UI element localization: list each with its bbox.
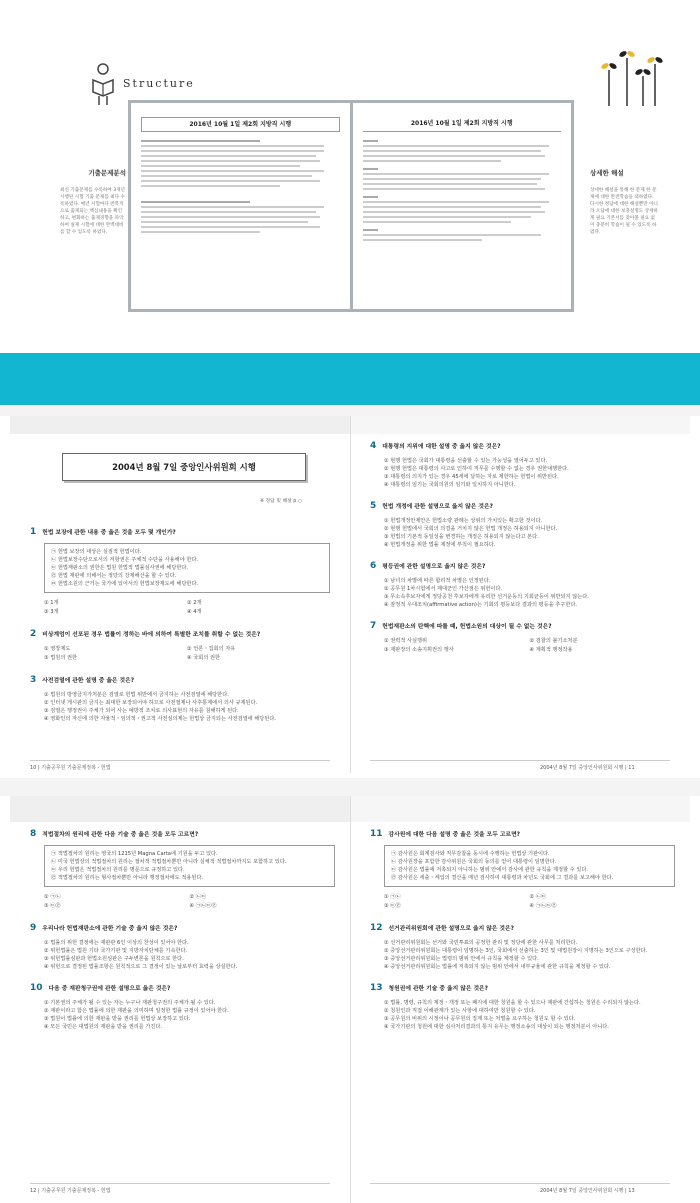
page12-footer: 12 | 기출공무원 기출문제정복 - 헌법 — [30, 1188, 111, 1194]
preview-spread — [128, 100, 574, 312]
choice[interactable]: ② 인터넷 게시판의 금지는 최대한 보장되어야 하므로 사전절제나 사후통제에서 의사 규제된다. — [44, 700, 258, 706]
choice[interactable]: ② 재판이라고 함은 법률에 의한 재판을 의미하며 일정한 법률 규정이 있어야 한다. — [44, 1008, 229, 1014]
question-9: 9 우리나라 헌법재판소에 관한 기술 중 옳지 않은 것은? — [30, 923, 178, 933]
sprout-decoration-icon — [597, 40, 667, 110]
question-3: 3 사전검열에 관한 설명 중 옳은 것은? — [30, 675, 135, 685]
preview-right-page — [353, 103, 572, 309]
question-8-choices — [30, 893, 335, 911]
question-8: 8 적법절차의 원리에 관한 다음 기술 중 옳은 것을 모두 고르면? — [30, 829, 199, 839]
section-title: Structure — [123, 77, 195, 90]
exam-subtitle: ※ 정답 및 해설 p.○ — [260, 499, 303, 504]
question-1: 1 헌법 보장에 관한 내용 중 옳은 것을 모두 몇 개인가? — [30, 527, 176, 537]
choice[interactable]: ② ㉡㉢ — [529, 894, 547, 900]
preview-left-title: 2016년 10월 1일 제2회 지방직 시행 — [141, 117, 340, 132]
left-side-heading: 기출문제분석 — [88, 169, 126, 177]
right-side-heading: 상세한 해설 — [590, 169, 624, 177]
choice[interactable]: ① 남녀의 차별에 따른 합리적 차별은 인정된다. — [384, 578, 491, 584]
choice[interactable]: ① ㉠㉡ — [384, 894, 401, 900]
choice[interactable]: ④ 잠정적 우대조치(affirmative action)는 기회의 평등보다 결과의 평등을 추구한다. — [384, 602, 577, 608]
choice[interactable]: ② 중앙선거관리위원회는 대통령이 임명하는 3인, 국회에서 선출하는 3인 및 대법원장이 지명하는 3인으로 구성한다. — [384, 948, 648, 954]
question-6: 6 평등권에 관한 설명으로 옳지 않은 것은? — [370, 561, 486, 571]
question-11: 11 감사원에 대한 다음 설명 중 옳은 것을 모두 고르면? — [370, 829, 521, 839]
choice[interactable]: ③ 재판장의 소송지휘권의 행사 — [384, 647, 454, 653]
reader-illustration-icon — [88, 62, 118, 106]
left-side-note — [60, 168, 126, 236]
choice[interactable]: ③ 검열은 행정권이 주체가 되어 사는 예방적 조치로 의사표현의 자유를 침해하게 된다. — [44, 708, 239, 714]
question-4: 4 대통령의 지위에 대한 설명 중 옳지 않은 것은? — [370, 441, 501, 451]
question-11-box: ㉠ 감사원은 회계검사와 직무감찰을 동시에 수행하는 헌법상 기관이다. ㉡ 감사원장을 포함한 감사위원은 국회의 동의를 얻어 대통령이 임명한다. ㉢ 감사원은 법률에 저촉되지 아니하는 범위 안에서 감사에 관한 규칙을 제정할 수 있다. ㉣ 감사원은 세출・세입의 결산을 매년 검사하여 대통령과 차년도 국회에 그 결과를 보고해야 한다. — [384, 845, 675, 887]
choice[interactable]: ② 위헌법률은 법원 기타 국가기관 및 지방자치단체를 기속한다. — [44, 948, 188, 954]
choice[interactable]: ② 공무원 1차시험에서 제대군인 가산점은 위헌이다. — [384, 586, 503, 592]
choice[interactable]: ③ 공무원의 비위의 시정이나 공무원의 징계 또는 처벌을 요구하는 청원도 할 수 있다. — [384, 1016, 576, 1022]
choice[interactable]: ④ 국가기관의 청원에 대한 심사처리결과의 통지 유무는 행정소송의 대상이 되는 행정처분이 아니다. — [384, 1024, 609, 1030]
choice[interactable]: ③ 중앙선거관리위원회는 법령의 범위 안에서 규칙을 제정할 수 있다. — [384, 956, 539, 962]
choice[interactable]: ② ㉡㉢ — [189, 894, 207, 900]
choice[interactable]: ① 법률, 명령, 규칙의 제정・개정 또는 폐지에 대한 청원을 할 수 있으나 재판에 간섭하는 청원은 수리되지 않는다. — [384, 1000, 641, 1006]
choice[interactable]: ① 영장제도 — [44, 646, 71, 652]
choice[interactable]: ④ 영화인의 자신에 의한 자율적・임의적・권고적 사전심의제는 헌법상 금지되는 사전검열에 해당된다. — [44, 716, 276, 722]
choice[interactable]: ② 현행 헌법에서 국회의 의결을 거치지 않은 헌법 개정은 허용되지 아니한다. — [384, 526, 558, 532]
choice[interactable]: ③ 헌법의 기본적 동일성을 변경하는 개정은 허용되지 않는다고 본다. — [384, 534, 539, 540]
choice[interactable]: ③ 대통령의 의지가 있는 경우 45세에 달하는 자로 제한하는 헌법이 위반된다. — [384, 474, 559, 480]
choice[interactable]: ④ 헌법개정을 위한 법률 제정에 부칙이 필요하다. — [384, 542, 496, 548]
choice[interactable]: ② 2개 — [187, 600, 202, 606]
question-8-box: ㉠ 적법절차의 원리는 영국의 1215년 Magna Carta에 기원을 두고 있다. ㉡ 미국 헌법상의 적법절차의 원리는 절차적 적법절차뿐만 아니라 실체적 적법절차까지도 포함하고 있다. ㉢ 우리 헌법은 적법절차의 원리를 명문으로 규정하고 있다. ㉣ 적법절차의 원리는 형사절차뿐만 아니라 행정절차에도 적용된다. — [44, 845, 335, 887]
choice[interactable]: ④ 국회의 권한 — [187, 655, 221, 661]
exam-title: 2004년 8월 7일 중앙인사위원회 시행 — [62, 453, 306, 481]
question-5: 5 헌법 개정에 관한 설명으로 옳지 않은 것은? — [370, 501, 493, 511]
page12-questions — [30, 829, 335, 1031]
choice[interactable]: ③ ㉢㉣ — [384, 903, 401, 909]
choice[interactable]: ① 기본권의 주체가 될 수 있는 자는 누구나 재판청구권의 주체가 될 수 있다. — [44, 1000, 216, 1006]
choice[interactable]: ④ 위헌으로 결정된 법률조항은 원칙적으로 그 결정이 있는 날로부터 효력을 상실한다. — [44, 964, 238, 970]
preview-right-title: 2016년 10월 1일 제2회 지방직 시행 — [363, 117, 562, 132]
choice[interactable]: ③ ㉢㉣ — [44, 903, 61, 909]
choice[interactable]: ② 현행 헌법은 대통령의 사고로 인하여 직무를 수행할 수 없는 경우 권한대행한다. — [384, 466, 569, 472]
choice[interactable]: ④ 4개 — [187, 609, 202, 615]
choice[interactable]: ② 청원인과 직접 이해관계가 있는 사항에 대하여만 청원할 수 있다. — [384, 1008, 536, 1014]
question-2-choices — [30, 645, 330, 663]
page13-footer: 2004년 8월 7일 중앙인사위원회 시행 | 13 — [540, 1188, 635, 1194]
choice[interactable]: ④ 모든 국민은 대법원의 재판을 받을 권리를 가진다. — [44, 1024, 163, 1030]
choice[interactable]: ③ 법원이 법률에 의한 재판을 받을 권리를 헌법상 보장하고 있다. — [44, 1016, 191, 1022]
question-13: 13 청원권에 관한 기술 중 옳지 않은 것은? — [370, 983, 488, 993]
right-side-body: 상세한 해설을 통해 한 문제 한 문제에 대한 완전학습을 꾀하였다. 다시한 정답에 대한 해설뿐만 아니라 오답에 대한 보충설명도 상세하게 필요 기본서를 찾아볼 필요 없이 충분히 학습이 될 수 있도록 하였다. — [590, 188, 658, 235]
page11-footer: 2004년 8월 7일 중앙인사위원회 시행 | 11 — [540, 765, 635, 771]
choice[interactable]: ③ 무소속후보자에게 정당공천 후보자에게 유리한 선거운동의 기회균등이 위반되지 않는다. — [384, 594, 589, 600]
choice[interactable]: ② 검찰의 불기소처분 — [529, 638, 578, 644]
section-divider-band — [0, 353, 700, 405]
choice[interactable]: ① ㉠㉡ — [44, 894, 61, 900]
choice[interactable]: ② 언론・집회의 자유 — [187, 646, 236, 652]
page11-questions — [370, 441, 675, 655]
question-10: 10 다음 중 재판청구권에 관한 설명으로 옳은 것은? — [30, 983, 171, 993]
choice[interactable]: ④ 중앙선거관리위원회는 법률에 저촉되지 않는 범위 안에서 내부규율에 관한 규칙을 제정할 수 있다. — [384, 964, 611, 970]
choice[interactable]: ③ 3개 — [44, 609, 59, 615]
section-divider-shade — [0, 406, 700, 416]
choice[interactable]: ④ ㉠㉡㉢㉣ — [189, 903, 217, 909]
question-7-choices — [370, 637, 675, 655]
choice[interactable]: ④ 계획적 행정작용 — [529, 647, 573, 653]
question-11-choices — [370, 893, 675, 911]
question-1-box: ㉠ 헌법 보장의 대상은 실질적 헌법이다. ㉡ 헌법보장수단으로서의 저항권은 주체적 수단을 사용해야 한다. ㉢ 헌법재판소의 권한은 법원 헌법적 법률심사권에 해당한다. ㉣ 헌법 재판에 의해서는 정당의 강제해산을 할 수 있다. ㉤ 헌법소원의 근거는 국가에 있어서의 헌법보장제도에 해당한다. — [44, 543, 330, 593]
page10-footer: 10 | 기출공무원 기출문제정복 - 헌법 — [30, 765, 111, 771]
choice[interactable]: ① 법률의 위헌 결정에는 재판관 6인 이상의 찬성이 있어야 한다. — [44, 940, 189, 946]
question-7: 7 헌법재판소의 탄핵에 따를 때, 헌법소원의 대상이 될 수 없는 것은? — [370, 621, 552, 631]
left-side-body: 최신 기출문제를 수록하여 3개년 시행된 시험 기출 문제를 최다 수록하였다. 매년 시험마다 반복적으로 출제되는 핵심내용을 확인하고, 변화하는 출제경향을 파악하여 실제 시험에 대한 완벽대비를 할 수 있도록 하였다. — [60, 188, 125, 235]
choice[interactable]: ① 1개 — [44, 600, 59, 606]
choice[interactable]: ③ 위헌법률심판과 헌법소원심판은 구두변론을 원칙으로 한다. — [44, 956, 184, 962]
question-2: 2 비상계엄이 선포된 경우 법률이 정하는 바에 의하여 특별한 조치를 취할 수 없는 것은? — [30, 629, 261, 639]
choice[interactable]: ④ 대통령의 임기는 국회의원의 임기와 일치하지 아니한다. — [384, 482, 516, 488]
choice[interactable]: ① 권력적 사실행위 — [384, 638, 428, 644]
choice[interactable]: ① 헌법개정안제안은 헌법소량 관례는 상위의 가치있는 확고한 것이다. — [384, 518, 543, 524]
question-12: 12 선거관리위원회에 관한 설명으로 옳지 않은 것은? — [370, 923, 514, 933]
choice[interactable]: ① 선거관리위원회는 선거와 국민투표의 공정한 관리 및 정당에 관한 사무를 처리한다. — [384, 940, 578, 946]
choice[interactable]: ① 현행 헌법은 국회가 대통령을 선출할 수 있는 가능성을 열어두고 있다. — [384, 458, 548, 464]
choice[interactable]: ③ 법원의 권한 — [44, 655, 78, 661]
page10-questions — [30, 527, 330, 723]
question-1-choices — [30, 599, 330, 617]
choice[interactable]: ① 법원의 방영금지가처분은 검열로 헌법 위반에서 금지하는 사전검열에 해당한다. — [44, 692, 229, 698]
preview-left-page — [131, 103, 350, 309]
choice[interactable]: ④ ㉠㉡㉢㉣ — [529, 903, 557, 909]
right-side-note — [590, 168, 658, 236]
page13-questions — [370, 829, 675, 1031]
